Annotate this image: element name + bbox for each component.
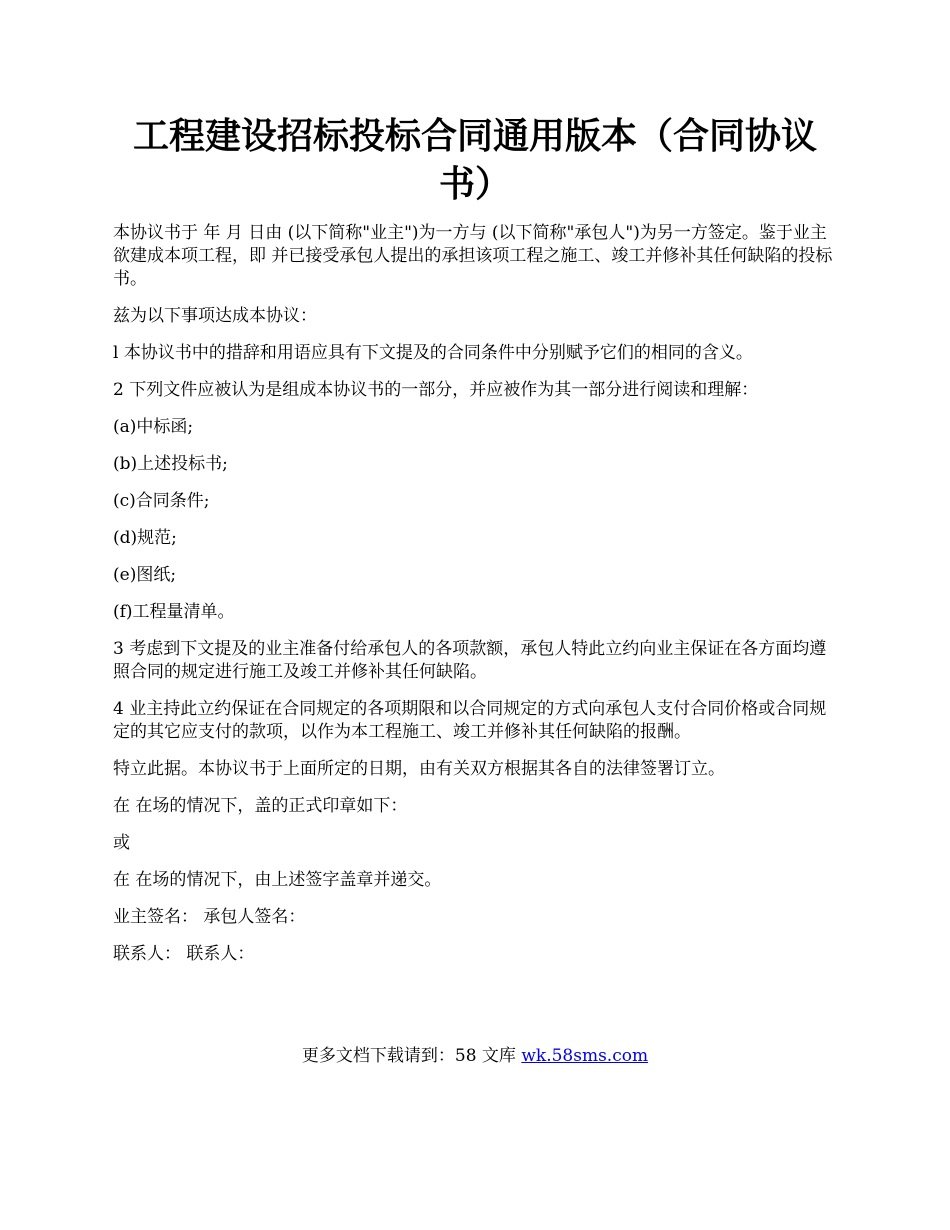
list-item-b: (b)上述投标书; <box>113 454 228 474</box>
paragraph-or: 或 <box>113 833 130 853</box>
document-body <box>113 222 833 980</box>
paragraph-signed-delivered: 在 在场的情况下，由上述签字盖章并递交。 <box>113 870 442 890</box>
list-item-f: (f)工程量清单。 <box>113 602 235 622</box>
paragraph-signatures: 业主签名： 承包人签名： <box>113 907 306 927</box>
paragraph-clause-1: l 本协议书中的措辞和用语应具有下文提及的合同条件中分别赋予它们的相同的含义。 <box>113 343 753 363</box>
paragraph-contacts: 联系人： 联系人： <box>113 944 255 964</box>
paragraph-preamble: 本协议书于 年 月 日由 (以下简称"业主")为一方与 (以下简称"承包人")为另一方签定。鉴于业主欲建成本项工程，即 并已接受承包人提出的承担该项工程之施工、竣工并修补其任何缺陷的投标书。 <box>113 223 833 289</box>
list-item-c: (c)合同条件; <box>113 491 210 511</box>
list-item-a: (a)中标函; <box>113 417 194 437</box>
footer-link[interactable]: wk.58sms.com <box>521 1046 649 1066</box>
paragraph-witness: 特立此据。本协议书于上面所定的日期，由有关双方根据其各自的法律签署订立。 <box>113 759 725 779</box>
paragraph-clause-4: 4 业主持此立约保证在合同规定的各项期限和以合同规定的方式向承包人支付合同价格或合同规定的其它应支付的款项，以作为本工程施工、竣工并修补其任何缺陷的报酬。 <box>113 699 827 742</box>
footer-text: 更多文档下载请到：58 文库 <box>301 1046 522 1066</box>
paragraph-agreement-intro: 兹为以下事项达成本协议： <box>113 306 317 326</box>
paragraph-clause-3: 3 考虑到下文提及的业主准备付给承包人的各项款额，承包人特此立约向业主保证在各方面均遵照合同的规定进行施工及竣工并修补其任何缺陷。 <box>113 639 827 682</box>
paragraph-clause-2: 2 下列文件应被认为是组成本协议书的一部分，并应被作为其一部分进行阅读和理解： <box>113 380 759 400</box>
list-item-e: (e)图纸; <box>113 565 177 585</box>
list-item-d: (d)规范; <box>113 528 177 548</box>
paragraph-seal: 在 在场的情况下，盖的正式印章如下： <box>113 796 408 816</box>
page-footer <box>0 1044 950 1068</box>
document-title: 工程建设招标投标合同通用版本（合同协议书） <box>132 115 817 205</box>
